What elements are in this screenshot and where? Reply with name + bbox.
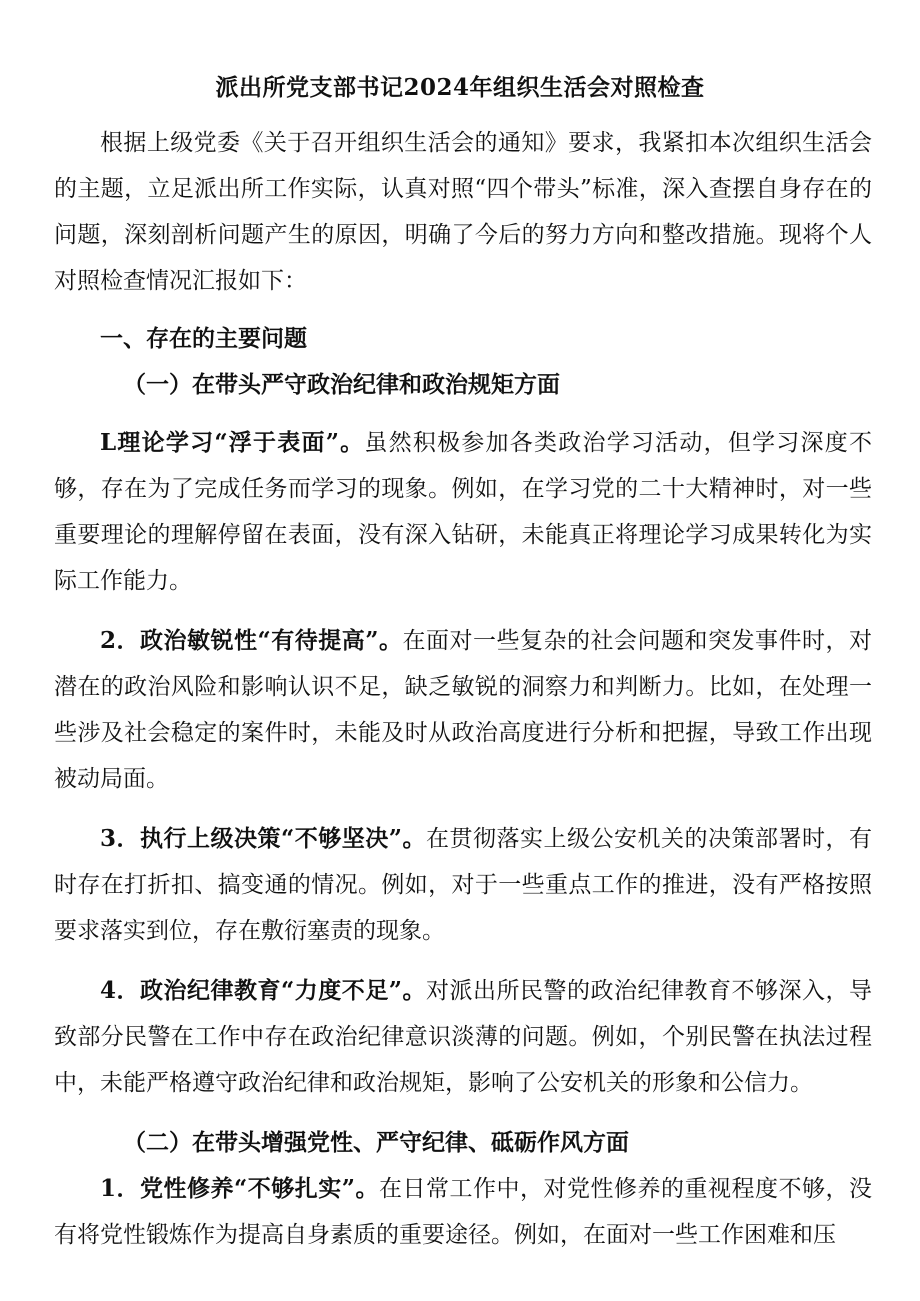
problem-item-4-text: 对派出所民警的政治纪律教育不够深入，导致部分民警在工作中存在政治纪律意识淡薄的问题。例如，个别民警在执法过程中，未能严格遵守政治纪律和政治规矩，影响了公安机关的形象和公信力。 xyxy=(54,978,873,1096)
document-body xyxy=(54,120,872,1258)
problem-item-1-lead: L理论学习“浮于表面”。 xyxy=(100,429,365,456)
problem-item-2-text: 在面对一些复杂的社会问题和突发事件时，对潜在的政治风险和影响认识不足，缺乏敏锐的洞察力和判断力。比如，在处理一些涉及社会稳定的案件时，未能及时从政治高度进行分析和把握，导致工作出现被动局面。 xyxy=(54,628,873,792)
problem-item-5 xyxy=(54,1166,872,1258)
subsection-heading-party-spirit: （二）在带头增强党性、严守纪律、砥砺作风方面 xyxy=(123,1129,629,1156)
problem-item-5-text: 在日常工作中，对党性修养的重视程度不够，没有将党性锻炼作为提高自身素质的重要途径。例如，在面对一些工作困难和压 xyxy=(54,1176,873,1248)
intro-paragraph: 根据上级党委《关于召开组织生活会的通知》要求，我紧扣本次组织生活会的主题，立足派出所工作实际，认真对照“四个带头”标准，深入查摆自身存在的问题，深刻剖析问题产生的原因，明确了今后的努力方向和整改措施。现将个人对照检查情况汇报如下： xyxy=(54,130,872,294)
problem-item-1-text: 虽然积极参加各类政治学习活动，但学习深度不够，存在为了完成任务而学习的现象。例如，在学习党的二十大精神时，对一些重要理论的理解停留在表面，没有深入钻研，未能真正将理论学习成果转化为实际工作能力。 xyxy=(54,430,872,594)
problem-item-3-text: 在贯彻落实上级公安机关的决策部署时，有时存在打折扣、搞变通的情况。例如，对于一些重点工作的推进，没有严格按照要求落实到位，存在敷衍塞责的现象。 xyxy=(54,826,873,944)
problem-item-3-lead: 3．执行上级决策“不够坚决”。 xyxy=(100,825,426,852)
problem-item-5-lead: 1．党性修养“不够扎实”。 xyxy=(100,1175,379,1202)
problem-item-2-lead: 2．政治敏锐性“有待提高”。 xyxy=(100,627,403,654)
document-title: 派出所党支部书记2024年组织生活会对照检查 xyxy=(215,74,705,101)
problem-item-2 xyxy=(54,618,872,802)
subsection-heading-political-discipline: （一）在带头严守政治纪律和政治规矩方面 xyxy=(123,371,560,398)
problem-item-4-lead: 4．政治纪律教育“力度不足”。 xyxy=(100,977,426,1004)
problem-item-4 xyxy=(54,968,872,1106)
section-heading-problems: 一、存在的主要问题 xyxy=(100,325,307,352)
problem-item-1 xyxy=(54,420,872,604)
problem-item-3 xyxy=(54,816,872,954)
